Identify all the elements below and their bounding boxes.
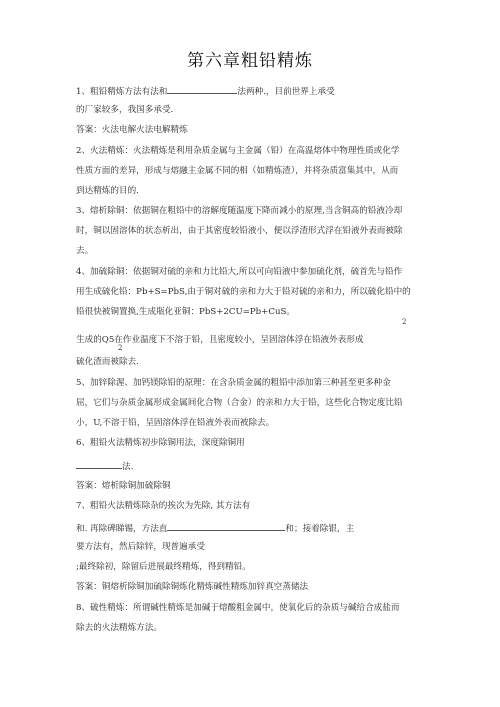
question-1-line-2: 的厂家较多，我国多承受. bbox=[76, 105, 174, 115]
paragraph-2-line-3: 到达精炼的目的. bbox=[76, 186, 139, 196]
question-6-text: 法. bbox=[122, 462, 134, 472]
answer-6: 答案：熔析除铜加硫除铜 bbox=[76, 481, 171, 491]
paragraph-4-line-5: 硫化渣而被除去. bbox=[76, 357, 139, 367]
paragraph-2-line-1: 2、火法精炼：火法精炼是利用杂质金属与主金属（铅）在高温熔体中物理性质或化学 bbox=[76, 146, 400, 156]
subscript-mark: 2 bbox=[118, 344, 123, 352]
paragraph-2-line-2: 性质方面的差异，形成与熔融主金属不同的相（如精炼渣），并将杂质富集其中，从而 bbox=[76, 166, 399, 176]
paragraph-5-line-1: 5、加锌除渥、加钙镁除铅的原理：在含杂质金属的粗铅中添加第三种甚至更多种金 bbox=[76, 378, 391, 388]
question-1-text-b: 法两种.，目前世界上承受 bbox=[237, 87, 335, 97]
question-7-text-b: 和；接着除银，主 bbox=[285, 524, 355, 534]
fill-blank bbox=[167, 521, 285, 531]
paragraph-5-line-2: 屈，它们与杂质金属形成金属间化合物（合金）的亲和力大于铅，这些化合物定度比铅 bbox=[76, 398, 403, 408]
paragraph-5-line-3: 小，U,不溶于铅，呈固溶体浮在铅液外表而被除去。 bbox=[76, 418, 275, 428]
paragraph-4-line-3: 铅很快被铜置换,生成瓶化亚铜：PbS+2CU=Pb+CuS。 bbox=[76, 307, 295, 317]
paragraph-4-line-2: 用生成硫化铅：Pb+S=PbS,由于铜对硫的亲和力大于铅对硫的亲和力，所以硫化铅中的 bbox=[76, 287, 411, 297]
question-7-line-1: 7、粗铅火法精炼除杂的挨次为先除, 其方法有 bbox=[76, 501, 251, 511]
question-7-line-4: ;最终除初，除留后进展最终精炼，得到精铅。 bbox=[76, 562, 251, 572]
question-6-line-1: 6、粗铅火法精炼初步除铜用法，深度除铜用 bbox=[76, 438, 245, 448]
question-7-line-3: 要方法有，然后除锌，现普遍承受 bbox=[76, 542, 205, 552]
question-6-line-2 bbox=[76, 459, 133, 473]
answer-1: 答案：火法电解火法电解精炼 bbox=[76, 125, 188, 135]
question-1-line bbox=[76, 84, 335, 98]
page-title: 第六章粗铅精炼 bbox=[187, 51, 313, 71]
fill-blank bbox=[167, 84, 237, 94]
paragraph-8-line-1: 8、破性精炼：所谓碱性精炼是加碱于熔酸粗金属中，使氧化后的杂质与碱给合成盐而 bbox=[76, 603, 400, 613]
question-1-text-a: 1、粗铅精炼方法有法和 bbox=[76, 87, 168, 97]
subscript-mark: 2 bbox=[402, 318, 407, 326]
paragraph-4-line-4: 生成的Q5在作业温度下不溶于铅，且密度较小，呈固溶体浮在铅液外表形成 bbox=[76, 335, 364, 345]
fill-blank bbox=[76, 459, 122, 469]
question-7-text-a: 和. 再除碑睇锡，方法直 bbox=[76, 524, 168, 534]
paragraph-3-line-2: 时，铜以固溶体的状态析出，由于其密度较铅液小，便以浮渣形式浮在铅液外表而被除 bbox=[76, 226, 403, 236]
paragraph-8-line-2: 除去的火法精炼方法。 bbox=[76, 623, 162, 633]
paragraph-4-line-1: 4、加硫除铜：依据铜对硫的亲和力比铅大,所以可向铅液中参加硫化剂，硫首先与铅作 bbox=[76, 267, 403, 277]
answer-7: 答案：铜熔析除铜加硫除铜炼化精炼碱性精炼加锌真空蒸储法 bbox=[76, 582, 309, 592]
paragraph-3-line-3: 去。 bbox=[76, 246, 94, 256]
question-7-line-2 bbox=[76, 521, 354, 535]
paragraph-3-line-1: 3、熔析除铜：依据铜在粗铅中的溶解度随温度下降而减小的原理,当含铜高的铅液冷却 bbox=[76, 206, 403, 216]
